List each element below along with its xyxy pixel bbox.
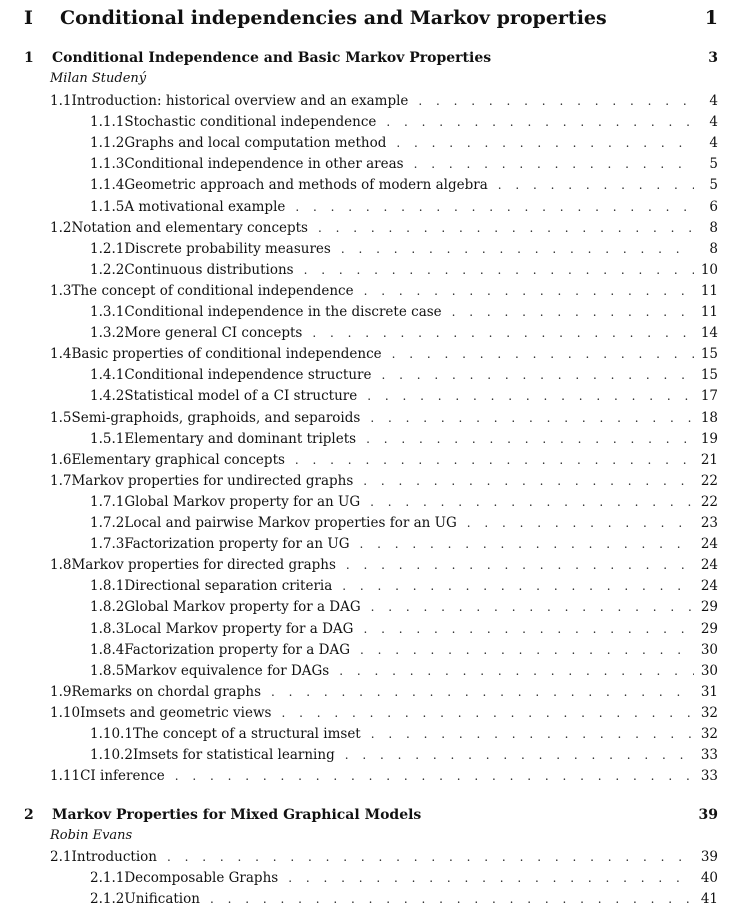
entry-page: 22	[700, 472, 718, 489]
entry-number: 1.9	[50, 683, 72, 700]
entry-number: 1.4	[50, 346, 72, 363]
entry-number: 1.3	[50, 282, 72, 299]
entry-title: Semi-graphoids, graphoids, and separoids	[71, 409, 361, 426]
entry-page: 29	[700, 599, 718, 616]
entry-title: Stochastic conditional independence	[124, 114, 377, 131]
chapter-author: Robin Evans	[50, 828, 133, 843]
toc-section-entry[interactable]	[50, 559, 718, 573]
entry-page: 4	[709, 93, 718, 109]
entry-page: 40	[700, 870, 718, 887]
dot-leader	[167, 851, 694, 863]
entry-page: 21	[700, 451, 718, 468]
toc-section-entry[interactable]	[50, 851, 718, 865]
toc-subsection-entry[interactable]	[90, 641, 718, 658]
toc-subsection-entry[interactable]	[90, 390, 718, 404]
toc-subsection-entry[interactable]	[90, 179, 718, 193]
dot-leader	[386, 116, 694, 128]
toc-subsection-entry[interactable]	[90, 872, 718, 886]
entry-title: Discrete probability measures	[124, 240, 331, 257]
toc-section-entry[interactable]	[50, 472, 718, 489]
dot-leader	[342, 580, 694, 592]
entry-page: 18	[700, 409, 718, 426]
entry-number: 1.10.2	[90, 747, 133, 764]
dot-leader	[414, 158, 694, 170]
toc-subsection-entry[interactable]	[90, 662, 718, 679]
toc-section-entry[interactable]	[50, 770, 718, 784]
entry-number: 1.7.2	[90, 515, 125, 531]
toc-subsection-entry[interactable]	[90, 198, 718, 215]
dot-leader	[295, 201, 694, 213]
entry-number: 1.10	[50, 704, 81, 721]
entry-page: 33	[700, 768, 718, 785]
entry-page: 30	[700, 662, 718, 679]
dot-leader	[392, 348, 694, 360]
entry-title: CI inference	[80, 768, 165, 785]
entry-title: Remarks on chordal graphs	[71, 683, 261, 700]
entry-title: Conditional independence in the discrete case	[124, 304, 442, 320]
entry-number: 1.2	[50, 219, 72, 236]
dot-leader	[312, 327, 694, 339]
entry-number: 2.1	[50, 849, 72, 865]
entry-title: The concept of a structural imset	[132, 726, 361, 742]
entry-title: More general CI concepts	[124, 325, 303, 342]
entry-title: Markov equivalence for DAGs	[124, 662, 330, 679]
entry-title: Global Markov property for an UG	[124, 493, 361, 510]
entry-number: 1.4.1	[90, 367, 125, 384]
dot-leader	[498, 179, 694, 191]
toc-section-entry[interactable]	[50, 451, 718, 468]
part-number: I	[24, 7, 33, 29]
entry-number: 1.8.3	[90, 620, 125, 637]
entry-number: 1.8.4	[90, 641, 125, 658]
dot-leader	[318, 222, 694, 234]
entry-number: 1.2.2	[90, 261, 125, 278]
entry-number: 1.1.4	[90, 177, 125, 194]
dot-leader	[467, 517, 694, 529]
entry-page: 15	[700, 367, 718, 384]
entry-number: 1.6	[50, 451, 72, 468]
dot-leader	[363, 623, 694, 635]
toc-section-entry[interactable]	[50, 219, 718, 236]
entry-number: 1.1.5	[90, 198, 125, 215]
toc-subsection-entry[interactable]	[90, 261, 718, 278]
entry-title: Directional separation criteria	[124, 578, 333, 595]
toc-section-entry[interactable]	[50, 282, 718, 299]
entry-number: 1.8.5	[90, 662, 125, 679]
entry-page: 31	[700, 683, 718, 700]
entry-number: 1.10.1	[90, 726, 133, 742]
entry-title: Graphs and local computation method	[124, 135, 387, 152]
entry-title: Introduction: historical overview and an example	[71, 93, 409, 109]
entry-title: Markov properties for undirected graphs	[71, 472, 354, 489]
toc-subsection-entry[interactable]	[90, 749, 718, 763]
entry-page: 11	[700, 304, 718, 320]
dot-leader	[370, 496, 694, 508]
part-page: 1	[704, 7, 718, 29]
entry-page: 4	[709, 135, 718, 152]
entry-page: 11	[700, 282, 718, 299]
entry-title: Factorization property for a DAG	[124, 641, 350, 658]
chapter-title: Conditional Independence and Basic Markov Properties	[52, 50, 492, 66]
entry-page: 19	[700, 430, 718, 447]
entry-page: 8	[709, 240, 718, 257]
toc-subsection-entry[interactable]	[90, 137, 718, 151]
entry-page: 10	[700, 261, 718, 278]
entry-number: 1.7.3	[90, 536, 125, 553]
dot-leader	[281, 707, 694, 719]
entry-title: Conditional independence in other areas	[124, 156, 404, 173]
dot-leader	[175, 770, 694, 782]
entry-number: 1.8	[50, 557, 72, 574]
dot-leader	[210, 893, 694, 905]
entry-number: 1.1.2	[90, 135, 125, 152]
entry-page: 6	[709, 198, 718, 215]
entry-page: 41	[700, 891, 718, 908]
dot-leader	[341, 243, 694, 255]
dot-leader	[363, 475, 694, 487]
toc-subsection-entry[interactable]	[90, 327, 718, 341]
entry-title: Statistical model of a CI structure	[124, 388, 358, 405]
entry-page: 14	[700, 325, 718, 342]
entry-number: 1.7	[50, 472, 72, 489]
entry-number: 1.1.3	[90, 156, 125, 173]
dot-leader	[346, 559, 694, 571]
toc-subsection-entry[interactable]	[90, 538, 718, 552]
entry-page: 23	[700, 515, 718, 531]
dot-leader	[452, 306, 694, 318]
toc-part-heading[interactable]	[24, 9, 718, 28]
toc-subsection-entry[interactable]	[90, 240, 718, 257]
toc-subsection-entry[interactable]	[90, 728, 718, 742]
dot-leader	[371, 601, 694, 613]
toc-subsection-entry[interactable]	[90, 893, 718, 907]
chapter-author: Milan Studený	[50, 71, 147, 86]
dot-leader	[370, 412, 694, 424]
entry-title: Notation and elementary concepts	[71, 219, 308, 236]
entry-title: Conditional independence structure	[124, 367, 372, 384]
entry-title: Basic properties of conditional independence	[71, 346, 382, 363]
chapter-number: 1	[24, 50, 34, 66]
dot-leader	[345, 749, 694, 761]
entry-page: 32	[700, 726, 718, 742]
toc-chapter-1[interactable]	[24, 51, 718, 65]
entry-title: Geometric approach and methods of modern algebra	[124, 177, 488, 194]
toc-subsection-entry[interactable]	[90, 620, 718, 637]
entry-number: 2.1.2	[90, 891, 125, 908]
toc-chapter-2[interactable]	[24, 808, 718, 822]
toc-subsection-entry[interactable]	[90, 601, 718, 615]
dot-leader	[381, 369, 694, 381]
entry-page: 5	[709, 156, 718, 173]
chapter-number: 2	[24, 807, 34, 823]
entry-number: 1.2.1	[90, 240, 125, 257]
entry-number: 1.1	[50, 93, 72, 109]
entry-title: Decomposable Graphs	[124, 870, 279, 887]
entry-title: Global Markov property for a DAG	[124, 599, 361, 616]
entry-number: 2.1.1	[90, 870, 125, 887]
entry-number: 1.3.2	[90, 325, 125, 342]
entry-number: 1.5	[50, 409, 72, 426]
toc-subsection-entry[interactable]	[90, 369, 718, 383]
entry-title: Markov properties for directed graphs	[71, 557, 336, 574]
entry-number: 1.4.2	[90, 388, 125, 405]
dot-leader	[418, 95, 694, 107]
toc-section-entry[interactable]	[50, 704, 718, 721]
entry-number: 1.5.1	[90, 430, 125, 447]
chapter-page: 39	[698, 807, 718, 823]
dot-leader	[371, 728, 694, 740]
entry-title: The concept of conditional independence	[71, 282, 354, 299]
toc-section-entry[interactable]	[50, 95, 718, 109]
entry-number: 1.8.1	[90, 578, 125, 595]
entry-title: Continuous distributions	[124, 261, 294, 278]
toc-subsection-entry[interactable]	[90, 116, 718, 130]
toc-subsection-entry[interactable]	[90, 306, 718, 320]
dot-leader	[367, 390, 694, 402]
entry-number: 1.3.1	[90, 304, 125, 320]
toc-subsection-entry[interactable]	[90, 430, 718, 447]
dot-leader	[271, 686, 694, 698]
chapter-title: Markov Properties for Mixed Graphical Models	[52, 807, 422, 823]
entry-number: 1.1.1	[90, 114, 125, 131]
entry-page: 33	[700, 747, 718, 764]
dot-leader	[360, 644, 694, 656]
entry-page: 32	[700, 704, 718, 721]
entry-page: 24	[700, 536, 718, 553]
dot-leader	[364, 285, 694, 297]
entry-page: 24	[700, 557, 718, 574]
dot-leader	[359, 538, 694, 550]
toc-subsection-entry[interactable]	[90, 580, 718, 594]
entry-page: 15	[700, 346, 718, 363]
chapter-page: 3	[708, 50, 718, 66]
entry-page: 8	[709, 219, 718, 236]
dot-leader	[304, 264, 694, 276]
entry-title: Unification	[124, 891, 200, 908]
entry-number: 1.8.2	[90, 599, 125, 616]
entry-page: 29	[700, 620, 718, 637]
dot-leader	[396, 137, 694, 149]
entry-page: 30	[700, 641, 718, 658]
entry-title: Local and pairwise Markov properties for an UG	[124, 515, 457, 531]
toc-section-entry[interactable]	[50, 409, 718, 426]
entry-title: A motivational example	[124, 198, 286, 215]
toc-subsection-entry[interactable]	[90, 517, 718, 531]
dot-leader	[295, 454, 694, 466]
entry-title: Imsets for statistical learning	[132, 747, 335, 764]
dot-leader	[339, 665, 694, 677]
entry-page: 22	[700, 493, 718, 510]
entry-title: Imsets and geometric views	[80, 704, 272, 721]
entry-title: Elementary graphical concepts	[71, 451, 285, 468]
entry-page: 17	[700, 388, 718, 405]
part-title: Conditional independencies and Markov properties	[60, 7, 607, 29]
entry-number: 1.11	[50, 768, 81, 785]
entry-title: Local Markov property for a DAG	[124, 620, 354, 637]
entry-page: 4	[709, 114, 718, 131]
entry-page: 39	[700, 849, 718, 865]
dot-leader	[366, 433, 694, 445]
entry-title: Elementary and dominant triplets	[124, 430, 357, 447]
toc-section-entry[interactable]	[50, 348, 718, 362]
toc-section-entry[interactable]	[50, 683, 718, 700]
entry-number: 1.7.1	[90, 493, 125, 510]
entry-title: Factorization property for an UG	[124, 536, 350, 553]
toc-subsection-entry[interactable]	[90, 493, 718, 510]
dot-leader	[288, 872, 694, 884]
entry-page: 24	[700, 578, 718, 595]
toc-subsection-entry[interactable]	[90, 158, 718, 172]
entry-page: 5	[709, 177, 718, 194]
entry-title: Introduction	[71, 849, 157, 865]
